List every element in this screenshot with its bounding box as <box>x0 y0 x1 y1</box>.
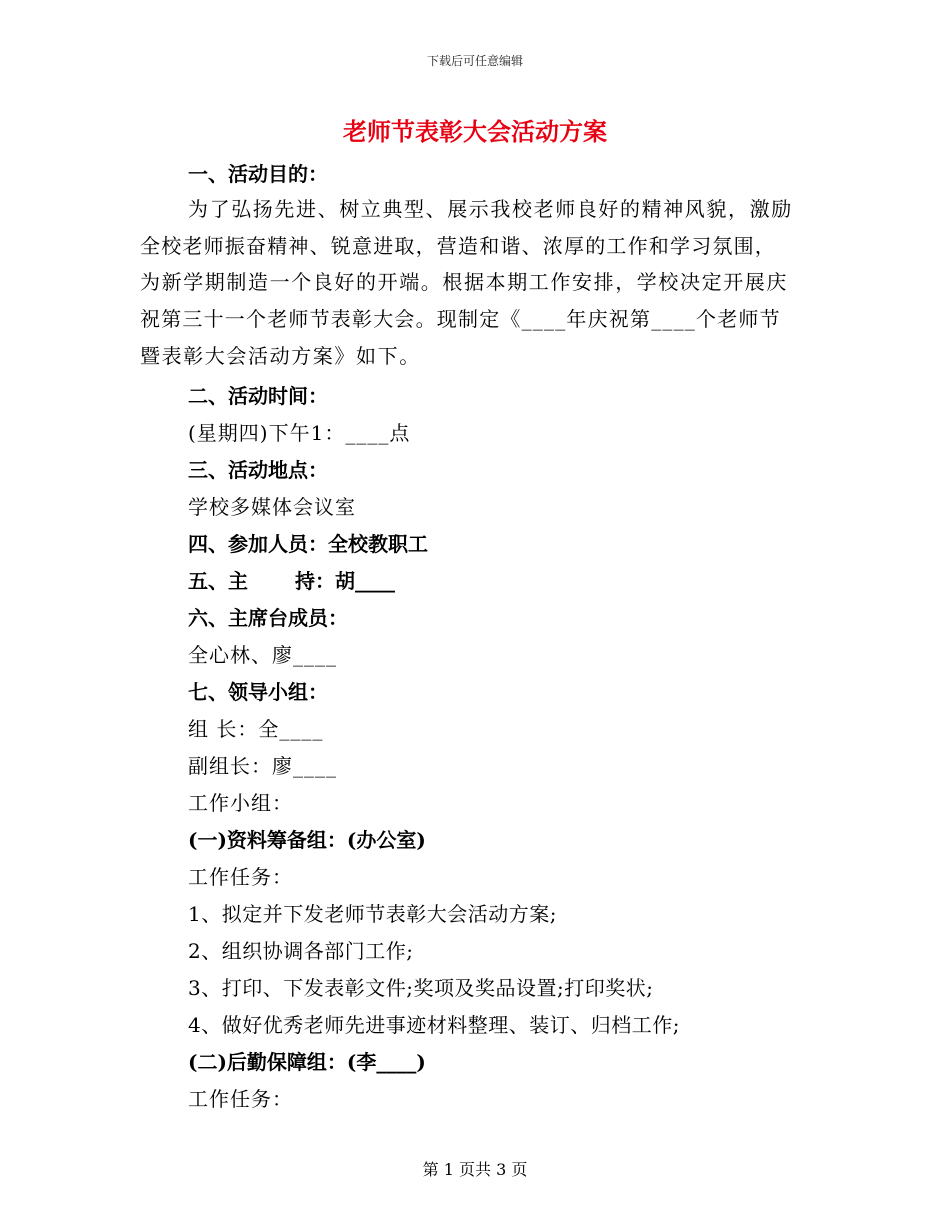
working-group-label: 工作小组： <box>188 791 293 815</box>
activity-time: (星期四)下午1：____点 <box>188 421 411 445</box>
leader: 组 长：全____ <box>188 717 324 741</box>
task-label: 工作任务： <box>188 865 293 889</box>
document-title: 老师节表彰大会活动方案 <box>343 117 607 146</box>
group-heading-materials: (一)资料筹备组：(办公室) <box>188 828 426 852</box>
paragraph-line: 为了弘扬先进、树立典型、展示我校老师良好的精神风貌，激励 <box>188 197 793 221</box>
paragraph-line: 暨表彰大会活动方案》如下。 <box>140 344 421 368</box>
task-item: 4、做好优秀老师先进事迹材料整理、装订、归档工作; <box>188 1013 680 1037</box>
deputy-leader: 副组长：廖____ <box>188 754 337 778</box>
paragraph-line: 全校老师振奋精神、锐意进取，营造和谐、浓厚的工作和学习氛围， <box>140 234 776 258</box>
task-label: 工作任务： <box>188 1087 293 1111</box>
section-heading-time: 二、活动时间： <box>188 384 328 408</box>
podium-members: 全心林、廖____ <box>188 643 337 667</box>
section-heading-podium: 六、主席台成员： <box>188 606 348 630</box>
task-item: 2、组织协调各部门工作; <box>188 939 414 963</box>
group-heading-logistics: (二)后勤保障组：(李____) <box>188 1050 426 1074</box>
section-heading-location: 三、活动地点： <box>188 458 328 482</box>
section-heading-host: 五、主 持：胡____ <box>188 569 395 593</box>
section-heading-leadership: 七、领导小组： <box>188 680 328 704</box>
page-header: 下载后可任意编辑 <box>426 54 523 68</box>
task-item: 1、拟定并下发老师节表彰大会活动方案; <box>188 902 557 926</box>
section-heading-participants: 四、参加人员：全校教职工 <box>188 532 428 556</box>
paragraph-line: 祝第三十一个老师节表彰大会。现制定《____年庆祝第____个老师节 <box>140 307 781 331</box>
task-item: 3、打印、下发表彰文件;奖项及奖品设置;打印奖状; <box>188 976 654 1000</box>
paragraph-line: 为新学期制造一个良好的开端。根据本期工作安排，学校决定开展庆 <box>140 270 788 294</box>
section-heading-purpose: 一、活动目的： <box>188 162 328 186</box>
page-footer: 第 1 页共 3 页 <box>422 1160 528 1179</box>
activity-location: 学校多媒体会议室 <box>188 495 356 519</box>
